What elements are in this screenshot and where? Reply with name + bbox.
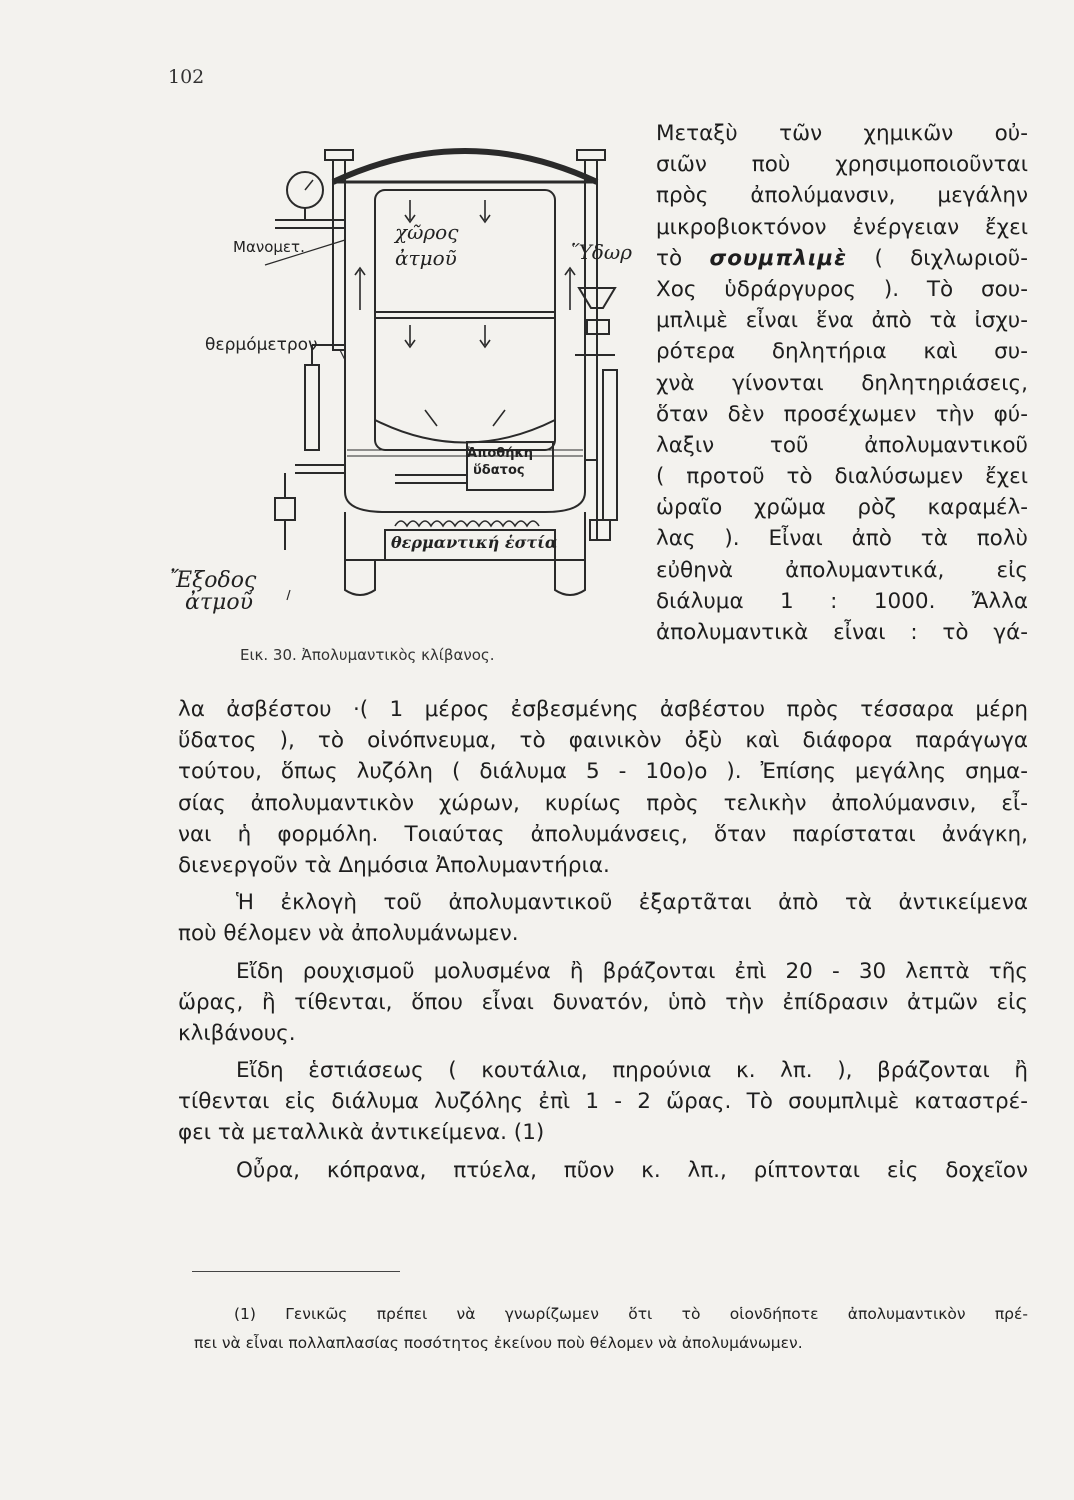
text-span: τὸ (656, 245, 683, 271)
text-line: κλιβάνους. (178, 1020, 296, 1046)
text-line: Οὖρα, κόπρανα, πτύελα, πῦον κ. λπ., ρίπτονται εἰς δοχεῖον (236, 1157, 1028, 1183)
text-line: ὥρας, ἢ τίθενται, ὅπου εἶναι δυνατόν, ὑπὸ τὴν ἐπίδρασιν ἀτμῶν εἰς (178, 989, 1028, 1015)
text-line: Μεταξὺ τῶν χημικῶν οὐ- (656, 121, 1028, 146)
text-line: ναι ἡ φορμόλη. Τοιαύτας ἀπολυμάνσεις, ὅταν παρίσταται ἀνάγκη, (178, 821, 1028, 847)
footnote-line: πει νὰ εἶναι πολλαπλασίας ποσότητος ἐκείνου ποὺ θέλομεν νὰ ἀπολυμάνωμεν. (194, 1334, 803, 1352)
label-manometer: Μανομετ. (233, 238, 305, 256)
text-line: λας ). Εἶναι ἀπὸ τὰ πολὺ (656, 526, 1028, 552)
footnote-line: (1) Γενικῶς πρέπει νὰ γνωρίζωμεν ὅτι τὸ οἱονδήποτε ἀπολυμαντικὸν πρέ- (234, 1305, 1028, 1323)
label-water-tank: Ἀποθήκη (467, 446, 533, 461)
text-line (656, 243, 1028, 274)
text-line: διενεργοῦν τὰ Δημόσια Ἀπολυμαντήρια. (178, 852, 610, 878)
text-span: ( διχλωριοῦ- (874, 245, 1029, 271)
text-line: τούτου, ὅπως λυζόλη ( διάλυμα 5 - 10ο)ο ). Ἐπίσης μεγάλης σημα- (178, 759, 1028, 785)
text-line: σίας ἀπολυμαντικὸν χώρων, κυρίως πρὸς τελικὴν ἀπολύμανσιν, εἶ- (178, 790, 1028, 816)
label-steam-space: χῶρος (395, 220, 459, 244)
text-line: ὕδατος ), τὸ οἰνόπνευμα, τὸ φαινικὸν ὀξὺ καὶ διάφορα παράγωγα (178, 728, 1028, 754)
label-water: Ὕδωρ (571, 240, 632, 264)
text-line: χνὰ γίνονται δηλητηριάσεις, (656, 370, 1028, 396)
text-line: ποὺ θέλομεν νὰ ἀπολυμάνωμεν. (178, 921, 519, 947)
text-line: Χος ὑδράργυρος ). Τὸ σου- (656, 276, 1028, 302)
outer-vessel (345, 182, 585, 512)
text-line: ὡραῖο χρῶμα ρὸζ καραμέλ- (656, 495, 1028, 521)
text-line: μπλιμὲ εἶναι ἕνα ἀπὸ τὰ ἰσχυ- (656, 308, 1028, 334)
text-line: σιῶν ποὺ χρησιμοποιοῦνται (656, 152, 1028, 178)
text-line: ρότερα δηλητήρια καὶ συ- (656, 339, 1028, 365)
label-heating: θερμαντική ἑστία (391, 533, 558, 552)
label-steam-exit: Ἔξοδος (170, 568, 257, 593)
text-line: ὅταν δὲν προσέχωμεν τὴν φύ- (656, 401, 1028, 427)
autoclave-figure (170, 120, 640, 680)
text-line: Εἴδη ρουχισμοῦ μολυσμένα ἢ βράζονται ἐπὶ 20 - 30 λεπτὰ τῆς (236, 958, 1028, 984)
label-water-tank-2: ὕδατος (473, 463, 525, 478)
thermometer-tube (305, 365, 319, 450)
text-line: φει τὰ μεταλλικὰ ἀντικείμενα. (1) (178, 1120, 545, 1146)
label-steam-space-2: ἀτμοῦ (395, 246, 457, 270)
water-gauge-tube (603, 370, 617, 520)
right-column (585, 160, 597, 460)
vessel-lid (333, 151, 597, 182)
emphasis-sublimate: σουμπλιμὲ (709, 245, 848, 271)
text-line: Εἴδη ἑστιάσεως ( κουτάλια, πηρούνια κ. λπ. ), βράζονται ἢ (236, 1058, 1028, 1084)
text-line: Ἡ ἐκλογὴ τοῦ ἀπολυμαντικοῦ ἐξαρτᾶται ἀπὸ τὰ ἀντικείμενα (236, 890, 1028, 916)
footnote (194, 1300, 1028, 1358)
text-line: διάλυμα 1 : 1000. Ἄλλα (656, 588, 1028, 614)
text-line: λα ἀσβέστου ·( 1 μέρος ἐσβεσμένης ἀσβέστου πρὸς τέσσαρα μέρη (178, 697, 1028, 722)
text-line: ( προτοῦ τὸ διαλύσωμεν ἔχει (656, 464, 1028, 490)
text-line: μικροβιοκτόνον ἐνέργειαν ἔχει (656, 214, 1028, 240)
text-line: λαξιν τοῦ ἀπολυμαντικοῦ (656, 432, 1028, 458)
heating-burner (395, 521, 539, 526)
side-paragraph (656, 118, 1028, 648)
footnote-divider (192, 1271, 400, 1272)
text-line: τίθενται εἰς διάλυμα λυζόλης ἐπὶ 1 - 2 ὥρας. Τὸ σουμπλιμὲ καταστρέ- (178, 1089, 1028, 1115)
text-line: πρὸς ἀπολύμανσιν, μεγάλην (656, 183, 1028, 209)
text-line: ἀπολυμαντικὰ εἶναι : τὸ γά- (656, 620, 1028, 645)
label-thermometer: θερμόμετρον (205, 335, 318, 355)
page-number: 102 (168, 66, 205, 88)
text-line: εὐθηνὰ ἀπολυμαντικά, εἰς (656, 557, 1028, 583)
left-column (333, 160, 345, 350)
label-steam-exit-2: ἀτμοῦ (185, 590, 253, 615)
figure-caption: Εικ. 30. Ἀπολυμαντικὸς κλίβανος. (240, 646, 495, 664)
autoclave-diagram (195, 120, 640, 650)
body-paragraphs (178, 694, 1028, 1186)
